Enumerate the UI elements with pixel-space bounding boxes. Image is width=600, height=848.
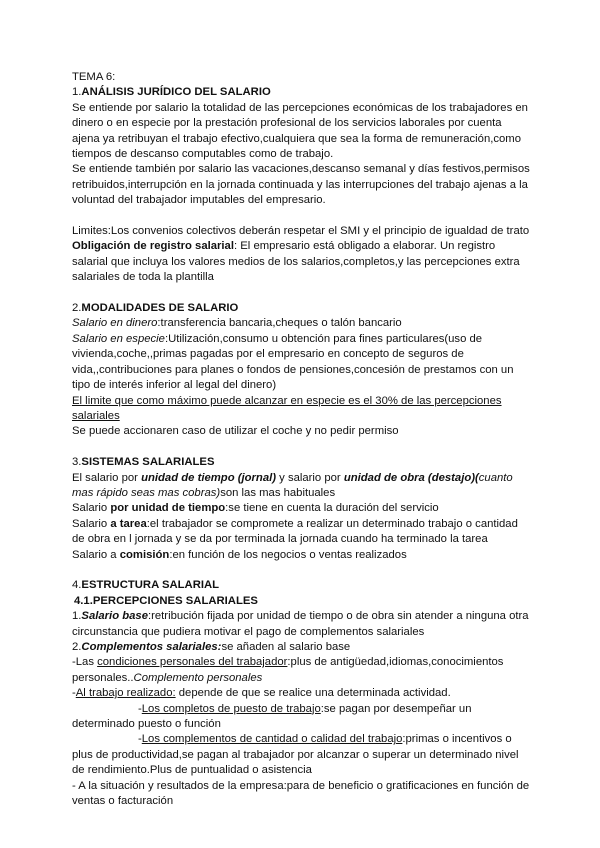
complemento-personales-note: Complemento personales [133, 671, 263, 684]
salario-especie-label: Salario en especie [72, 332, 165, 345]
salario-especie-text: :Utilización,consumo u obtención para fines particulares(uso de vivienda,coche,,primas pagadas por el empresario en concepto de seguros de vida,,contribuciones para planes o fondos de pensiones,concesión de prestamos con un tipo de interés inferior al legal del dinero) [72, 332, 514, 392]
salario-tarea-term: a tarea [110, 517, 147, 530]
puesto-trabajo-text: :se pagan por desempeñar un determinado puesto o función [72, 702, 472, 730]
salario-base-number: 1. [72, 610, 82, 623]
puesto-trabajo-term: Los completos de puesto de trabajo [141, 702, 321, 715]
section-4-number: 4. [72, 579, 82, 592]
section-2-title: MODALIDADES DE SALARIO [81, 302, 239, 315]
trabajo-realizado-dash: - [72, 687, 76, 700]
complementos-term: Complementos salariales: [81, 640, 222, 653]
salario-tarea-paragraph [72, 517, 532, 548]
salario-definition: Se entiende por salario la totalidad de las percepciones económicas de los trabajadores en dinero o en especie por la prestación profesional de los servicios laborales por cuenta ajena ya retribuyan el trabajo efectivo,cualquiera que sea la forma de remuneración,como tiempos de descanso computables como de trabajo. [72, 101, 528, 161]
section-4-heading [72, 578, 532, 593]
section-2-number: 2. [72, 302, 82, 315]
registro-salarial-label: Obligación de registro salarial [72, 240, 234, 253]
destajo-note: cuanto mas rápido seas mas cobras) [72, 471, 513, 499]
registro-salarial-paragraph [72, 239, 532, 285]
complementos-paragraph [72, 640, 532, 655]
salario-base-paragraph [72, 609, 532, 640]
cantidad-calidad-dash: - [138, 733, 142, 746]
tema-label: TEMA 6: [72, 71, 116, 83]
salario-dinero-paragraph [72, 316, 532, 331]
section-1-heading [72, 85, 532, 100]
trabajo-realizado-term: Al trabajo realizado: [75, 687, 176, 700]
puesto-trabajo-dash: - [138, 702, 142, 715]
limites-paragraph: Limites:Los convenios colectivos deberán respetar el SMI y el principio de igualdad de trato [72, 225, 530, 238]
registro-salarial-text: : El empresario está obligado a elaborar. Un registro salarial que incluya los valores medios de los salarios,completos,y las percepciones extra salariales de toda la plantilla [72, 240, 520, 284]
section-1-title: ANÁLISIS JURÍDICO DEL SALARIO [81, 86, 271, 99]
document-page [72, 70, 532, 809]
salario-tiempo-text: :se tiene en cuenta la duración del servicio [225, 502, 439, 515]
salario-tiempo-prefix: Salario [72, 502, 111, 515]
salario-comision-prefix: Salario a [72, 548, 120, 561]
complementos-number: 2. [72, 640, 82, 653]
salario-tarea-text: :el trabajador se compromete a realizar un determinado trabajo o cantidad de obra en l jornada y se da por terminada la jornada cuando ha terminado la tarea [72, 517, 518, 546]
sistemas-intro-text-c: y salario por [276, 471, 344, 484]
sistemas-intro-text-f: son las mas habituales [220, 486, 336, 499]
salario-comision-paragraph [72, 548, 532, 563]
salario-base-term: Salario base [81, 610, 148, 623]
section-2-heading [72, 301, 532, 316]
sistemas-intro-text-a: El salario por [72, 471, 142, 484]
limite-especie-paragraph: El limite que como máximo puede alcanzar en especie es el 30% de las percepciones salariales [72, 394, 502, 422]
section-3-title: SISTEMAS SALARIALES [81, 456, 215, 469]
section-1-number: 1. [72, 86, 82, 99]
section-3-heading [72, 455, 532, 470]
condiciones-prefix: -Las [72, 656, 98, 669]
puesto-trabajo-paragraph [72, 702, 532, 733]
trabajo-realizado-paragraph [72, 686, 532, 701]
section-4-title: ESTRUCTURA SALARIAL [81, 579, 220, 592]
salario-tiempo-paragraph [72, 501, 532, 516]
salario-dinero-text: :transferencia bancaria,cheques o talón bancario [157, 317, 402, 330]
salario-comision-term: comisión [119, 548, 170, 561]
condiciones-text: :plus de antigüedad,idiomas,conocimientos personales.. [72, 656, 504, 684]
complementos-text: se añaden al salario base [221, 640, 351, 653]
accionar-paragraph: Se puede accionaren caso de utilizar el coche y no pedir permiso [72, 425, 399, 438]
salario-comision-text: :en función de los negocios o ventas realizados [169, 548, 407, 561]
situacion-empresa-paragraph: - A la situación y resultados de la empresa:para de beneficio o gratificaciones en función de ventas o facturación [72, 779, 530, 808]
unidad-obra-term: unidad de obra (destajo)( [343, 471, 479, 484]
condiciones-personales-paragraph [72, 655, 532, 686]
trabajo-realizado-text: depende de que se realice una determinada actividad. [175, 687, 451, 700]
salario-tiempo-term: por unidad de tiempo [110, 502, 226, 515]
salario-dinero-label: Salario en dinero [72, 317, 158, 330]
salario-base-text: :retribución fijada por unidad de tiempo o de obra sin atender a ninguna otra circunstancia que pudiera motivar el pago de complementos salariales [72, 610, 529, 638]
salario-definition-extra: Se entiende también por salario las vacaciones,descanso semanal y días festivos,permisos retribuidos,interrupción en la jornada continuada y las interrupciones del trabajo ajenas a la voluntad del trabajador imputables del empresario. [72, 163, 530, 207]
condiciones-personales-term: condiciones personales del trabajador [97, 656, 288, 669]
cantidad-calidad-paragraph [72, 732, 532, 778]
sistemas-intro-paragraph [72, 471, 532, 502]
salario-especie-paragraph [72, 332, 532, 394]
section-3-number: 3. [72, 456, 82, 469]
subsection-4-1-title: 4.1.PERCEPCIONES SALARIALES [74, 594, 258, 607]
cantidad-calidad-term: Los complementos de cantidad o calidad del trabajo [141, 733, 403, 746]
unidad-tiempo-term: unidad de tiempo (jornal) [141, 471, 277, 484]
salario-tarea-prefix: Salario [72, 517, 111, 530]
cantidad-calidad-text: :primas o incentivos o plus de productividad,se pagan al trabajador por alcanzar o superar un determinado nivel de rendimiento.Plus de puntualidad o asistencia [72, 733, 519, 777]
